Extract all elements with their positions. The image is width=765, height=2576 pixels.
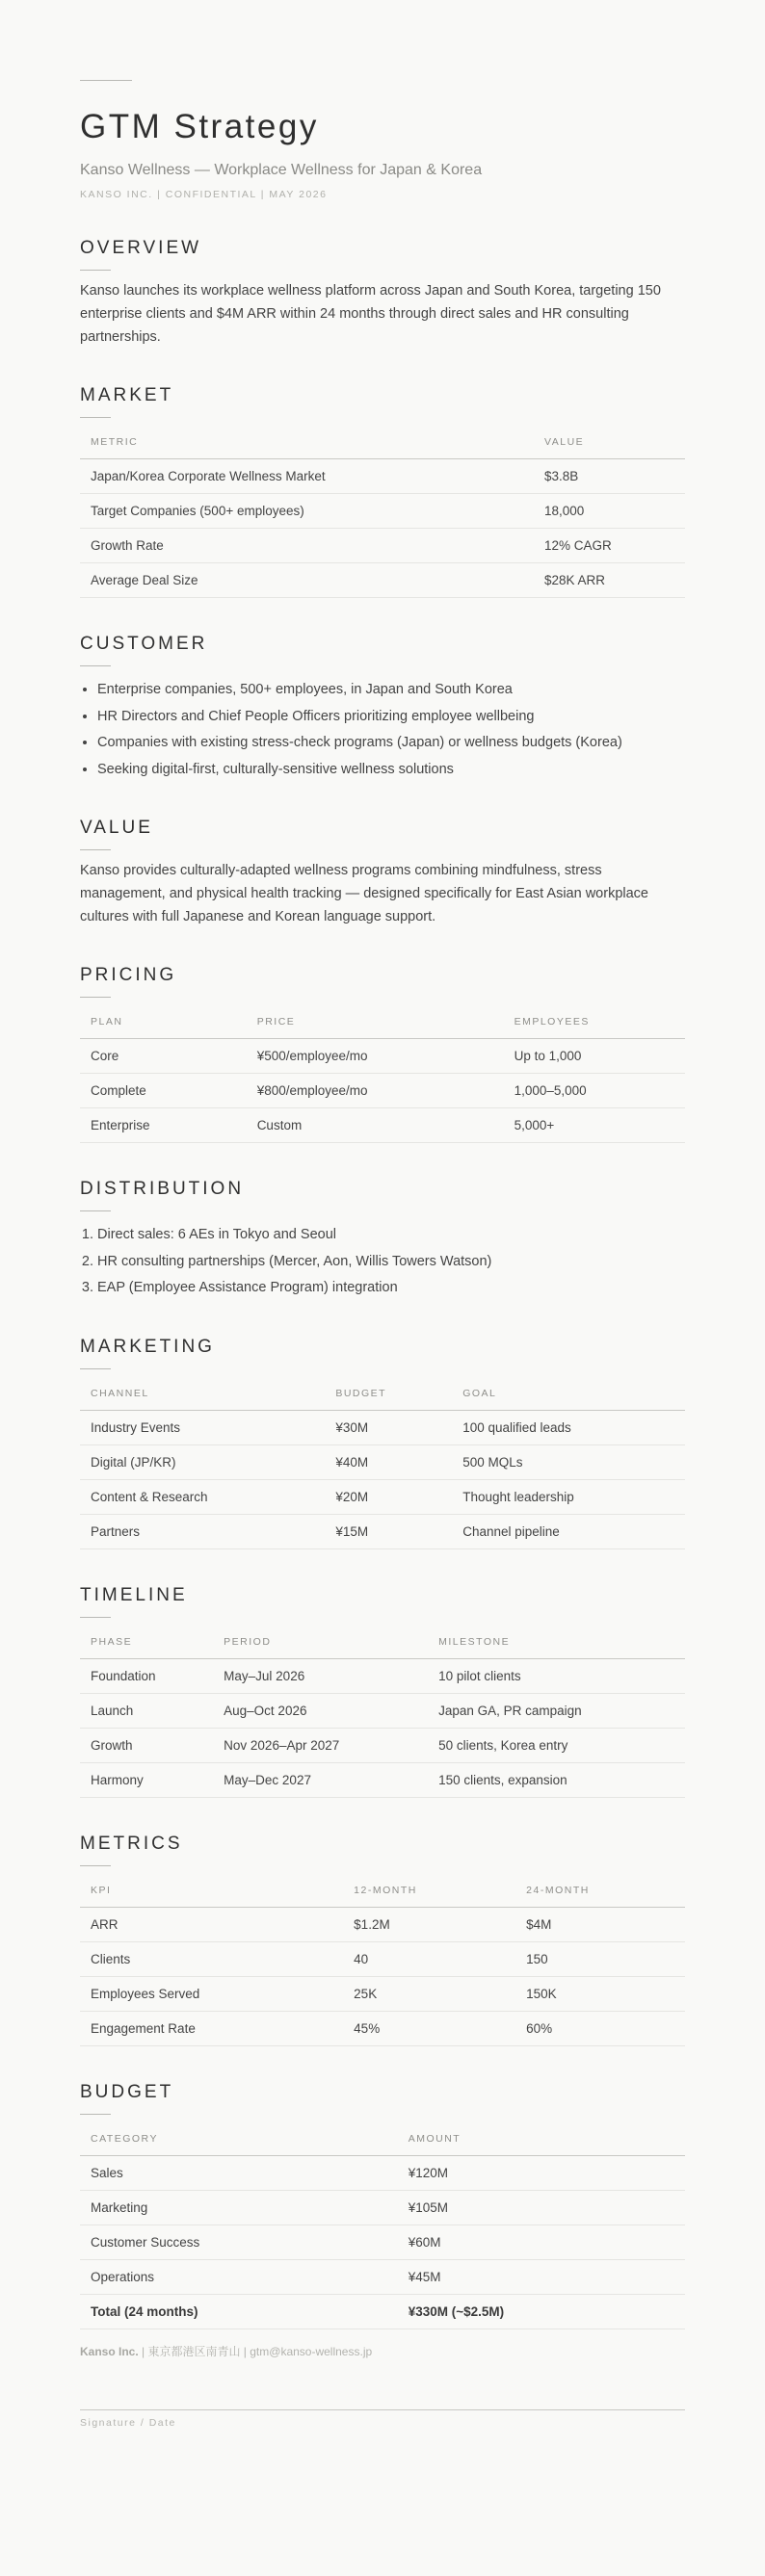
table-cell: Employees Served: [80, 1976, 343, 2011]
table-cell: 10 pilot clients: [428, 1658, 685, 1693]
section-heading: PRICING: [80, 965, 177, 985]
table-cell: Digital (JP/KR): [80, 1444, 325, 1479]
list-item: • Seeking digital-first, culturally-sensitive wellness solutions: [97, 757, 685, 784]
table-cell: 12% CAGR: [534, 529, 685, 563]
table-cell: 150: [515, 1941, 685, 1976]
table-cell: Total (24 months): [80, 2294, 398, 2329]
table-row: [80, 2011, 685, 2045]
column-header: 12-MONTH: [343, 1874, 515, 1908]
section-divider: [80, 997, 111, 998]
table-cell: ¥120M: [398, 2155, 685, 2190]
column-header: VALUE: [534, 426, 685, 459]
table-cell: Enterprise: [80, 1108, 247, 1143]
table-cell: Clients: [80, 1941, 343, 1976]
customer-section: [80, 633, 685, 783]
table-cell: May–Jul 2026: [213, 1658, 428, 1693]
table-row: [80, 2190, 685, 2225]
column-header: CATEGORY: [80, 2122, 398, 2156]
column-header: METRIC: [80, 426, 534, 459]
column-header: PHASE: [80, 1626, 213, 1659]
table-cell: Launch: [80, 1693, 213, 1728]
table-row: [80, 1039, 685, 1074]
top-divider: [80, 80, 132, 81]
table-cell: $3.8B: [534, 459, 685, 494]
column-header: MILESTONE: [428, 1626, 685, 1659]
table-cell: Channel pipeline: [452, 1514, 685, 1548]
table-cell: 5,000+: [504, 1108, 685, 1143]
table-cell: Engagement Rate: [80, 2011, 343, 2045]
table-cell: ¥40M: [325, 1444, 452, 1479]
table-row: [80, 2155, 685, 2190]
table-cell: ¥15M: [325, 1514, 452, 1548]
table-row: [80, 1514, 685, 1548]
table-cell: Industry Events: [80, 1410, 325, 1444]
timeline-table: [80, 1626, 685, 1798]
column-header: EMPLOYEES: [504, 1005, 685, 1039]
table-row: [80, 1108, 685, 1143]
table-cell: ¥500/employee/mo: [247, 1039, 504, 1074]
timeline-section: [80, 1584, 685, 1798]
section-heading: TIMELINE: [80, 1584, 188, 1605]
section-heading: DISTRIBUTION: [80, 1179, 245, 1199]
table-cell: 1,000–5,000: [504, 1074, 685, 1108]
table-row: [80, 1479, 685, 1514]
section-heading: BUDGET: [80, 2081, 174, 2102]
list-item: • HR Directors and Chief People Officers prioritizing employee wellbeing: [97, 704, 685, 731]
section-heading: MARKET: [80, 385, 174, 405]
distribution-list: [80, 1222, 685, 1302]
table-row: [80, 1693, 685, 1728]
market-table: [80, 426, 685, 598]
column-header: BUDGET: [325, 1377, 452, 1411]
section-heading: OVERVIEW: [80, 238, 202, 258]
table-row: [80, 1410, 685, 1444]
table-cell: $28K ARR: [534, 563, 685, 598]
value-text: Kanso provides culturally-adapted wellness programs combining mindfulness, stress management, and physical health tracking — designed specifically for East Asian workplace cultures with full Japanese and Korean language support.: [80, 863, 648, 924]
table-cell: Partners: [80, 1514, 325, 1548]
section-heading: CUSTOMER: [80, 634, 208, 654]
table-row: [80, 563, 685, 598]
table-row: [80, 1728, 685, 1762]
table-cell: Average Deal Size: [80, 563, 534, 598]
table-cell: ¥45M: [398, 2259, 685, 2294]
table-row: [80, 2225, 685, 2259]
table-cell: ¥330M (~$2.5M): [398, 2294, 685, 2329]
table-cell: 50 clients, Korea entry: [428, 1728, 685, 1762]
signature-label: Signature / Date: [80, 2416, 176, 2429]
table-cell: Japan/Korea Corporate Wellness Market: [80, 459, 534, 494]
table-cell: Aug–Oct 2026: [213, 1693, 428, 1728]
table-row: [80, 459, 685, 494]
metrics-table: [80, 1874, 685, 2046]
table-cell: Japan GA, PR campaign: [428, 1693, 685, 1728]
footer-company: Kanso Inc.: [80, 2344, 139, 2358]
table-cell: Up to 1,000: [504, 1039, 685, 1074]
table-row: [80, 1444, 685, 1479]
table-cell: Core: [80, 1039, 247, 1074]
budget-table: [80, 2122, 685, 2329]
budget-section: [80, 2081, 685, 2329]
section-heading: METRICS: [80, 1833, 183, 1854]
table-row: [80, 1976, 685, 2011]
table-row: [80, 1941, 685, 1976]
document-meta: KANSO INC. | CONFIDENTIAL | MAY 2026: [80, 189, 328, 200]
market-section: [80, 384, 685, 598]
table-cell: Custom: [247, 1108, 504, 1143]
table-cell: Foundation: [80, 1658, 213, 1693]
table-cell: Complete: [80, 1074, 247, 1108]
table-cell: Operations: [80, 2259, 398, 2294]
column-header: PERIOD: [213, 1626, 428, 1659]
table-row: [80, 1658, 685, 1693]
table-cell: Growth: [80, 1728, 213, 1762]
table-cell: 40: [343, 1941, 515, 1976]
table-cell: Sales: [80, 2155, 398, 2190]
table-row: [80, 1762, 685, 1797]
customer-list: [80, 677, 685, 783]
table-cell: Marketing: [80, 2190, 398, 2225]
footer-contact: | 東京都港区南青山 | gtm@kanso-wellness.jp: [138, 2344, 373, 2358]
pricing-section: [80, 964, 685, 1143]
table-cell: 60%: [515, 2011, 685, 2045]
table-row: [80, 529, 685, 563]
table-cell: $1.2M: [343, 1907, 515, 1941]
pricing-table: [80, 1005, 685, 1143]
section-divider: [80, 1210, 111, 1211]
section-heading: MARKETING: [80, 1336, 215, 1357]
page-subtitle: Kanso Wellness — Workplace Wellness for Japan & Korea: [80, 162, 483, 178]
section-divider: [80, 1865, 111, 1866]
section-divider: [80, 270, 111, 271]
table-row: [80, 2259, 685, 2294]
marketing-table: [80, 1377, 685, 1549]
overview-section: [80, 237, 685, 349]
table-cell: 100 qualified leads: [452, 1410, 685, 1444]
section-divider: [80, 849, 111, 850]
document-page: [0, 80, 765, 2429]
table-cell: Growth Rate: [80, 529, 534, 563]
list-item: 3. EAP (Employee Assistance Program) integration: [97, 1275, 685, 1302]
column-header: 24-MONTH: [515, 1874, 685, 1908]
footer: [80, 2343, 685, 2359]
table-row: [80, 494, 685, 529]
table-cell: $4M: [515, 1907, 685, 1941]
table-cell: ARR: [80, 1907, 343, 1941]
value-section: [80, 817, 685, 928]
signature-line: [80, 2409, 685, 2410]
distribution-section: [80, 1178, 685, 1302]
section-divider: [80, 1617, 111, 1618]
section-divider: [80, 2114, 111, 2115]
table-cell: ¥20M: [325, 1479, 452, 1514]
table-cell: ¥60M: [398, 2225, 685, 2259]
list-item: 2. HR consulting partnerships (Mercer, Aon, Willis Towers Watson): [97, 1249, 685, 1276]
table-cell: 150 clients, expansion: [428, 1762, 685, 1797]
table-cell: 25K: [343, 1976, 515, 2011]
table-cell: Content & Research: [80, 1479, 325, 1514]
table-row: [80, 1907, 685, 1941]
metrics-section: [80, 1833, 685, 2046]
table-cell: ¥105M: [398, 2190, 685, 2225]
section-heading: VALUE: [80, 818, 153, 838]
section-divider: [80, 1368, 111, 1369]
section-divider: [80, 417, 111, 418]
page-title: GTM Strategy: [80, 108, 319, 145]
table-cell: Harmony: [80, 1762, 213, 1797]
table-cell: 45%: [343, 2011, 515, 2045]
table-cell: ¥800/employee/mo: [247, 1074, 504, 1108]
table-cell: ¥30M: [325, 1410, 452, 1444]
column-header: PLAN: [80, 1005, 247, 1039]
column-header: PRICE: [247, 1005, 504, 1039]
marketing-section: [80, 1336, 685, 1549]
column-header: CHANNEL: [80, 1377, 325, 1411]
column-header: GOAL: [452, 1377, 685, 1411]
table-row: [80, 1074, 685, 1108]
table-cell: Nov 2026–Apr 2027: [213, 1728, 428, 1762]
table-cell: May–Dec 2027: [213, 1762, 428, 1797]
list-item: • Enterprise companies, 500+ employees, in Japan and South Korea: [97, 677, 685, 704]
table-cell: Customer Success: [80, 2225, 398, 2259]
column-header: AMOUNT: [398, 2122, 685, 2156]
table-cell: Target Companies (500+ employees): [80, 494, 534, 529]
table-cell: 150K: [515, 1976, 685, 2011]
list-item: 1. Direct sales: 6 AEs in Tokyo and Seoul: [97, 1222, 685, 1249]
list-item: • Companies with existing stress-check programs (Japan) or wellness budgets (Korea): [97, 730, 685, 757]
column-header: KPI: [80, 1874, 343, 1908]
overview-text: Kanso launches its workplace wellness platform across Japan and South Korea, targeting 150 enterprise clients and $4M ARR within 24 months through direct sales and HR consulting partnerships.: [80, 283, 661, 345]
total-row: [80, 2294, 685, 2329]
table-cell: 18,000: [534, 494, 685, 529]
table-cell: 500 MQLs: [452, 1444, 685, 1479]
section-divider: [80, 665, 111, 666]
table-cell: Thought leadership: [452, 1479, 685, 1514]
